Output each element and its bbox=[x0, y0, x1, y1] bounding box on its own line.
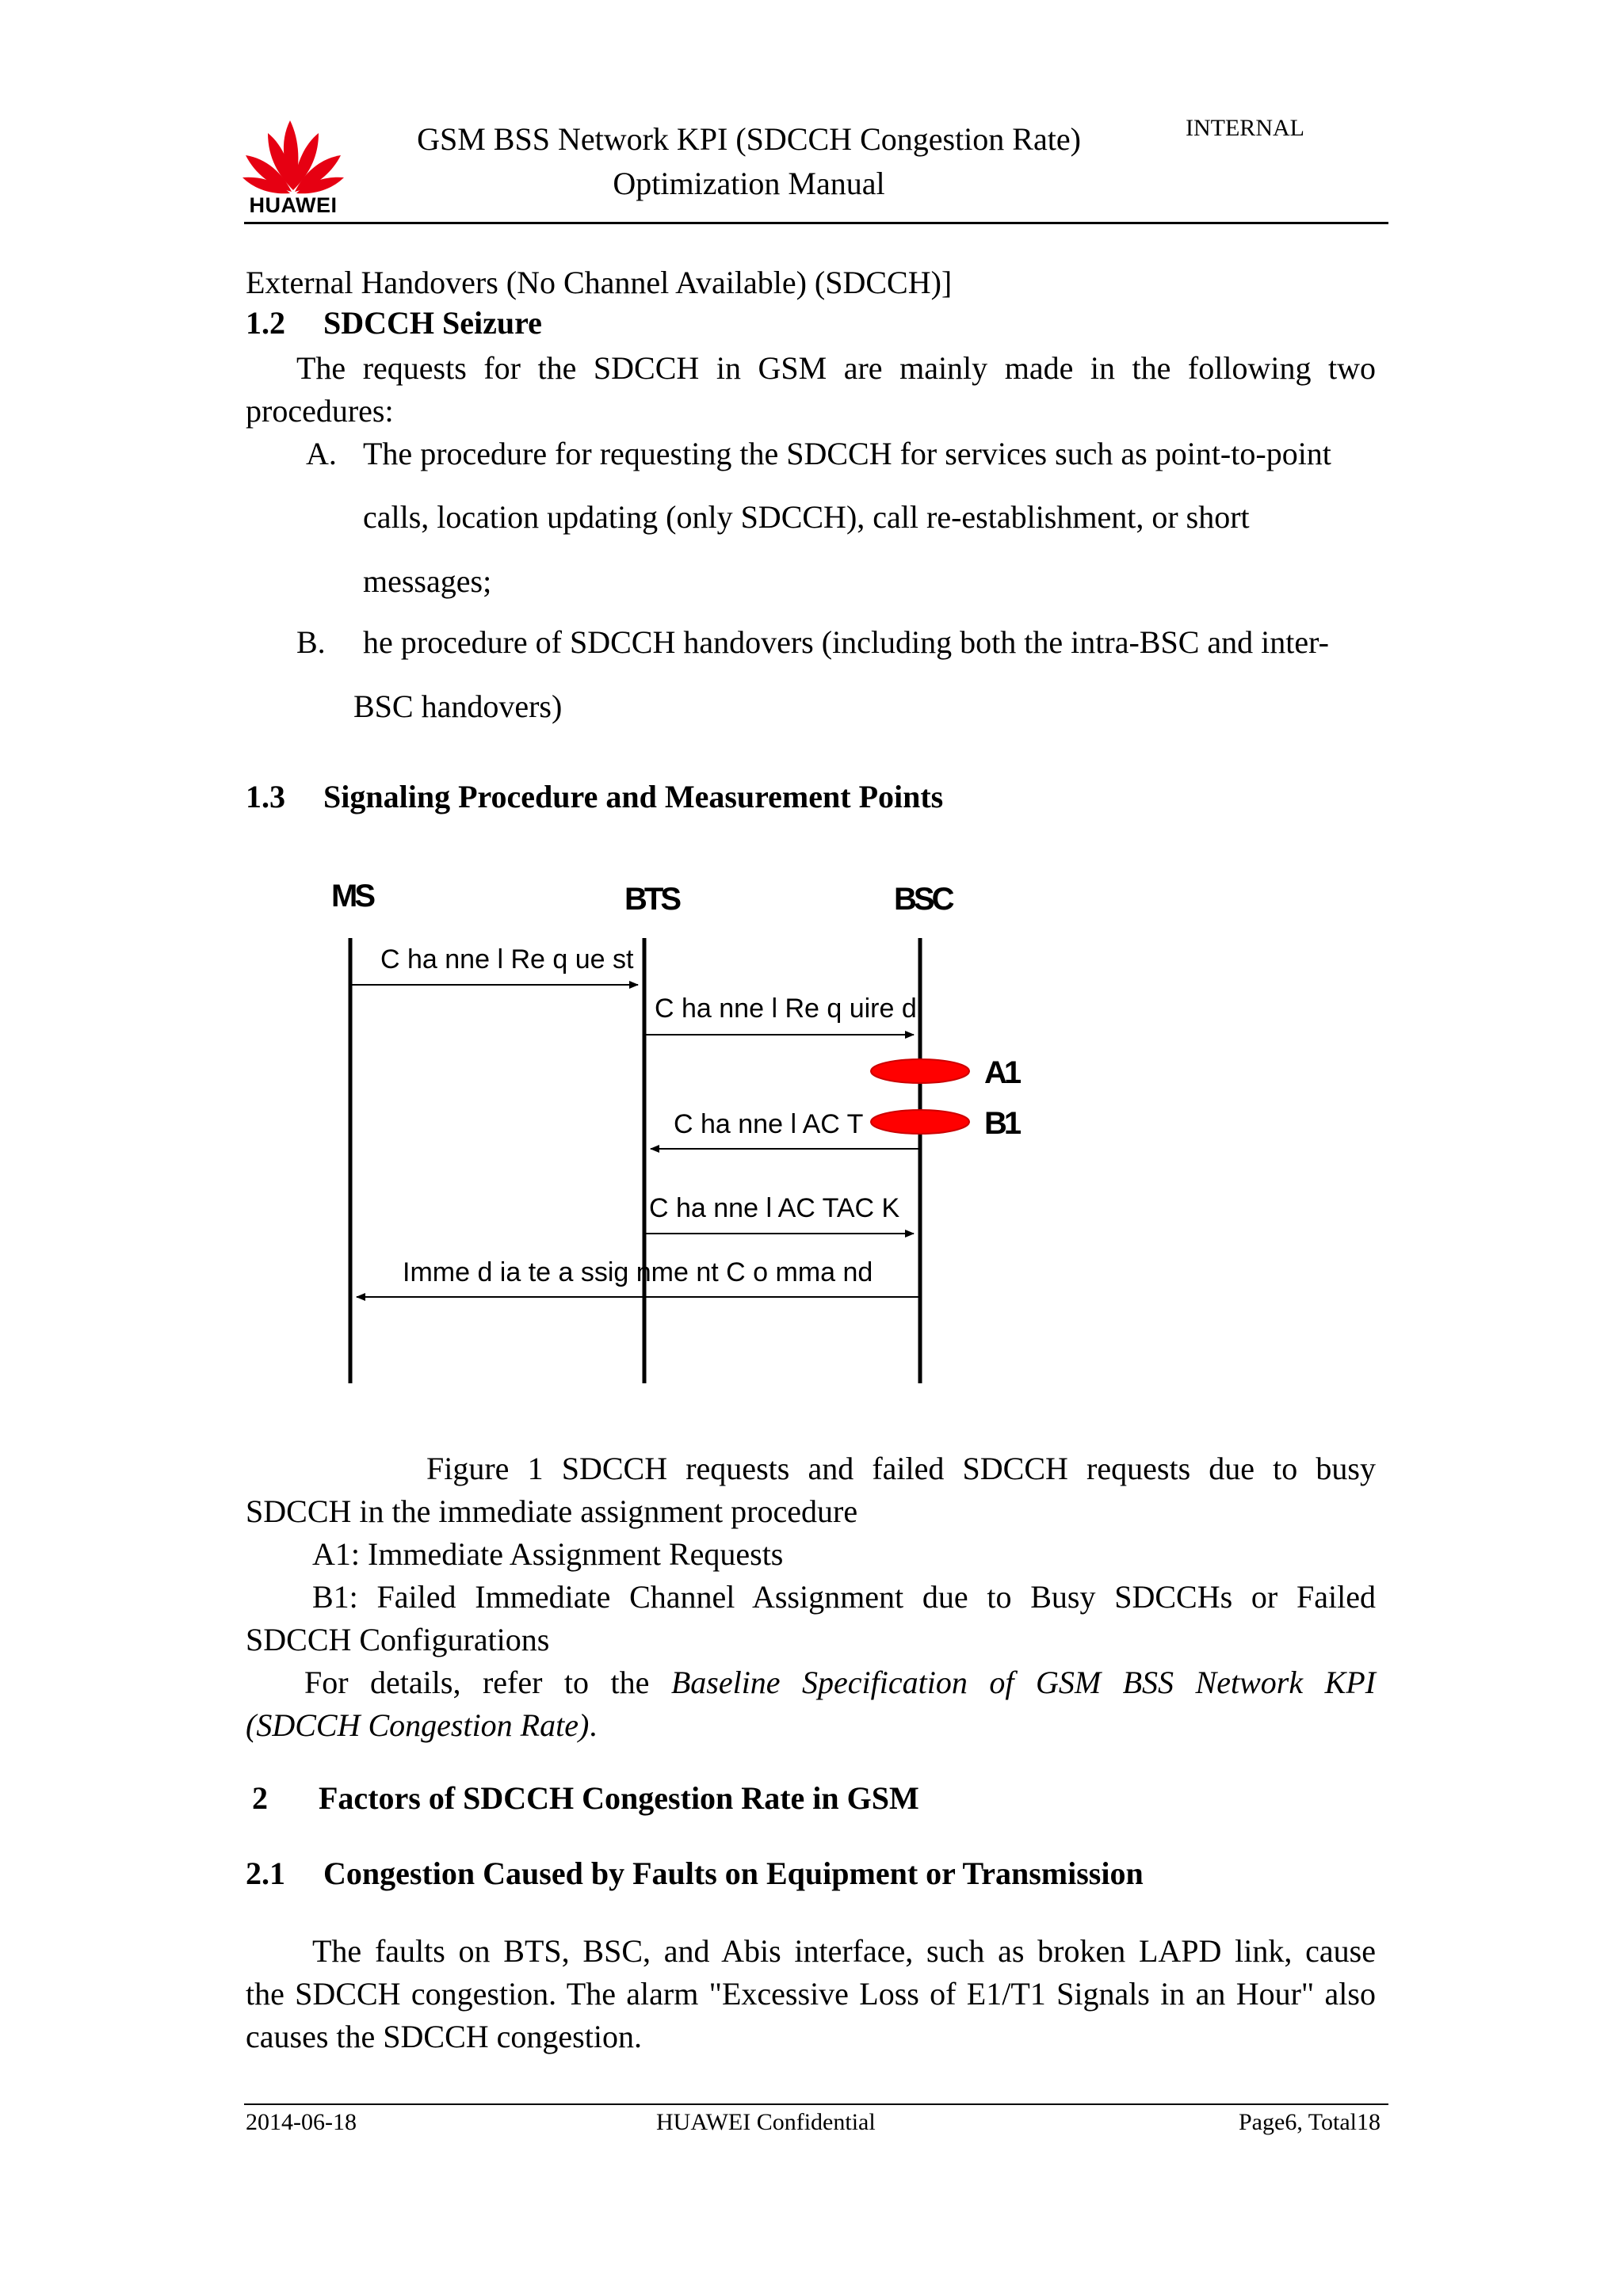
marker-label-b1: B1 bbox=[984, 1106, 1019, 1141]
section-number: 1.2 bbox=[246, 305, 285, 341]
list-marker-b: B. bbox=[296, 624, 326, 660]
figure-caption-line2: SDCCH in the immediate assignment procedure bbox=[246, 1493, 858, 1529]
intro-paragraph-line1: The requests for the SDCCH in GSM are mainly made in the following two bbox=[296, 350, 1376, 386]
section-title: Congestion Caused by Faults on Equipment or Transmission bbox=[323, 1855, 1144, 1891]
measurement-point-a1 bbox=[871, 1059, 969, 1083]
footer-confidential: HUAWEI Confidential bbox=[656, 2109, 876, 2135]
section-title: SDCCH Seizure bbox=[323, 305, 542, 341]
section-2-heading bbox=[252, 1779, 919, 1817]
reference-line2: (SDCCH Congestion Rate). bbox=[246, 1707, 598, 1743]
continuation-text: External Handovers (No Channel Available) (SDCCH)] bbox=[246, 265, 953, 300]
section-number: 1.3 bbox=[246, 779, 285, 814]
reference-line1: For details, refer to the Baseline Specification of GSM BSS Network KPI bbox=[304, 1665, 1376, 1700]
a1-description: A1: Immediate Assignment Requests bbox=[312, 1536, 784, 1572]
section-1-3-heading bbox=[246, 778, 943, 815]
marker-label-a1: A1 bbox=[984, 1055, 1019, 1090]
footer-date: 2014-06-18 bbox=[246, 2109, 357, 2135]
section-2-1-heading bbox=[246, 1855, 1144, 1892]
message-channel-act-ack: C ha nne l AC TAC K bbox=[649, 1193, 900, 1223]
list-item-b-line1: he procedure of SDCCH handovers (including both the intra-BSC and inter- bbox=[363, 624, 1329, 660]
classification-label: INTERNAL bbox=[1186, 115, 1304, 141]
list-item-b-line2: BSC handovers) bbox=[353, 688, 563, 724]
b1-description-line2: SDCCH Configurations bbox=[246, 1622, 550, 1657]
message-channel-request: C ha nne l Re q ue st bbox=[380, 944, 634, 974]
section-1-2-heading bbox=[246, 304, 542, 341]
entity-bsc-label: BSC bbox=[894, 882, 952, 917]
signaling-sequence-diagram bbox=[301, 868, 1019, 1407]
measurement-point-b1 bbox=[871, 1110, 969, 1134]
header-divider bbox=[244, 222, 1388, 224]
entity-bts-label: BTS bbox=[624, 882, 678, 917]
list-item-a-line1: The procedure for requesting the SDCCH for services such as point-to-point bbox=[363, 436, 1331, 471]
message-channel-required: C ha nne l Re q uire d bbox=[655, 994, 917, 1024]
section-number: 2.1 bbox=[246, 1855, 285, 1891]
list-item-a-line2: calls, location updating (only SDCCH), call re-establishment, or short bbox=[363, 499, 1250, 535]
entity-ms-label: MS bbox=[331, 879, 372, 913]
document-title: GSM BSS Network KPI (SDCCH Congestion Rate) Optimization Manual bbox=[417, 121, 1081, 201]
faults-paragraph-line3: causes the SDCCH congestion. bbox=[246, 2019, 642, 2054]
list-marker-a: A. bbox=[306, 436, 337, 471]
message-channel-act: C ha nne l AC T bbox=[674, 1109, 864, 1139]
intro-paragraph-line2: procedures: bbox=[246, 393, 394, 429]
logo-wordmark: HUAWEI bbox=[249, 193, 338, 217]
section-title: Factors of SDCCH Congestion Rate in GSM bbox=[319, 1780, 919, 1816]
faults-paragraph-line2: the SDCCH congestion. The alarm "Excessive Loss of E1/T1 Signals in an Hour" also bbox=[246, 1976, 1376, 2012]
message-immediate-assignment-command: Imme d ia te a ssig nme nt C o mma nd bbox=[403, 1257, 873, 1287]
section-number: 2 bbox=[252, 1780, 268, 1816]
footer-page-number: Page6, Total18 bbox=[1239, 2109, 1381, 2135]
footer-divider bbox=[244, 2103, 1388, 2105]
section-title: Signaling Procedure and Measurement Points bbox=[323, 779, 944, 814]
list-item-a-line3: messages; bbox=[363, 563, 492, 599]
figure-caption-line1: Figure 1 SDCCH requests and failed SDCCH requests due to busy bbox=[426, 1451, 1376, 1486]
reference-document-title: Baseline Specification of GSM BSS Network KPI bbox=[670, 1665, 1376, 1700]
b1-description-line1: B1: Failed Immediate Channel Assignment due to Busy SDCCHs or Failed bbox=[312, 1579, 1376, 1615]
faults-paragraph-line1: The faults on BTS, BSC, and Abis interface, such as broken LAPD link, cause bbox=[312, 1933, 1376, 1969]
